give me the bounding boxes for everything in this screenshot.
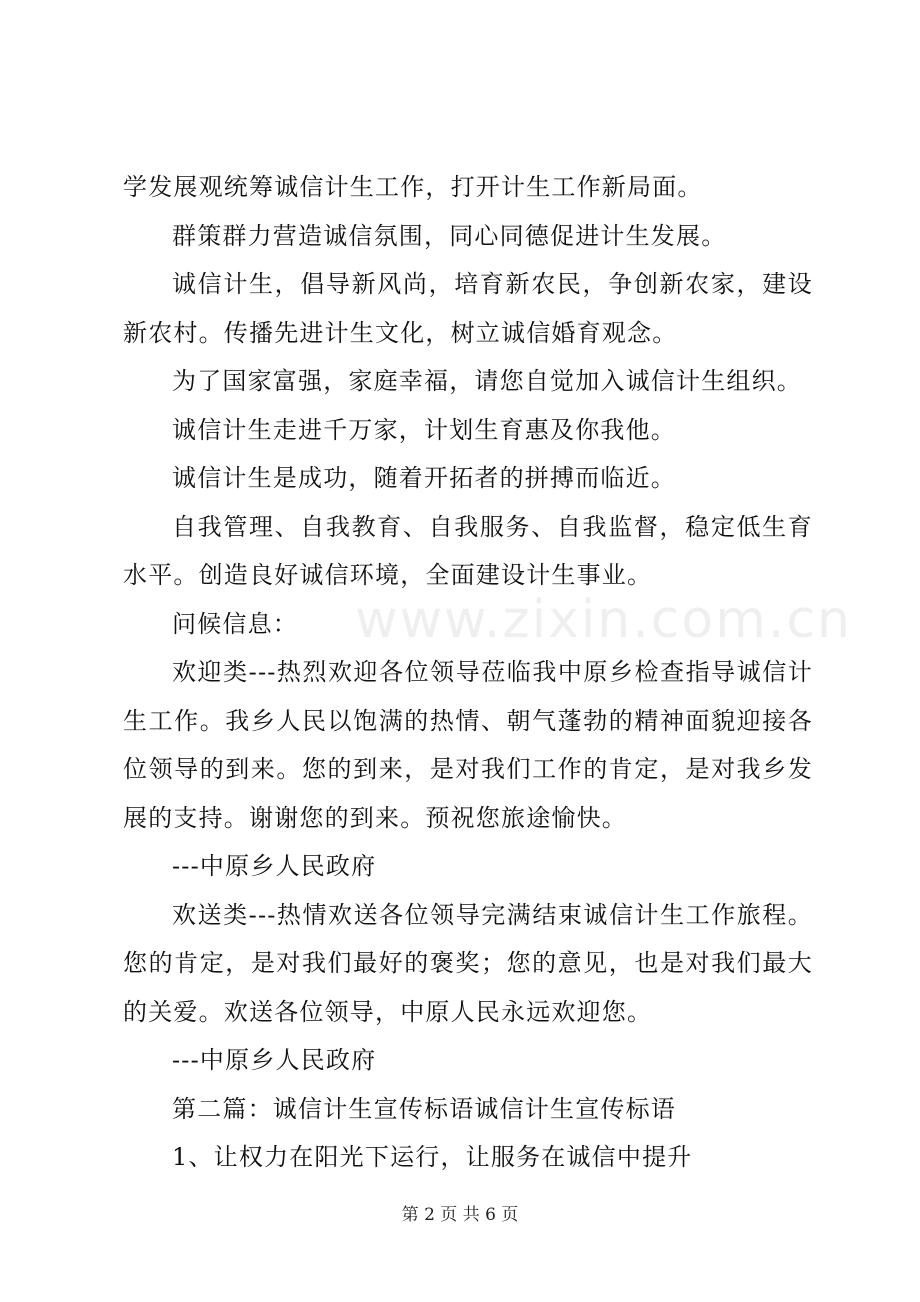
paragraph: 诚信计生走进千万家，计划生育惠及你我他。	[172, 415, 676, 444]
paragraph: 诚信计生，倡导新风尚，培育新农民，争创新农家，建设新农村。传播先进计生文化，树立诚信婚育观念。	[123, 270, 813, 347]
watermark: www.zixin.com.cn	[355, 590, 852, 650]
page-number-footer: 第 2 页 共 6 页	[401, 1205, 519, 1225]
document-body	[123, 163, 813, 1182]
paragraph: 为了国家富强，家庭幸福，请您自觉加入诚信计生组织。	[172, 367, 802, 395]
section-label: 问候信息：	[172, 609, 298, 638]
signature-line: ---中原乡人民政府	[172, 852, 377, 880]
paragraph: 学发展观统筹诚信计生工作，打开计生工作新局面。	[123, 173, 703, 201]
paragraph: 诚信计生是成功，随着开拓者的拼搏而临近。	[172, 464, 676, 492]
chapter-heading: 第二篇：诚信计生宣传标语诚信计生宣传标语	[172, 1094, 676, 1123]
list-item: 1、让权力在阳光下运行，让服务在诚信中提升	[172, 1143, 693, 1171]
paragraph: 欢迎类---热烈欢迎各位领导莅临我中原乡检查指导诚信计生工作。我乡人民以饱满的热情、朝气蓬勃的精神面貌迎接各位领导的到来。您的到来，是对我们工作的肯定，是对我乡发展的支持。谢谢您的到来。预祝您旅途愉快。	[123, 658, 813, 832]
paragraph: 群策群力营造诚信氛围，同心同德促进计生发展。	[172, 221, 727, 250]
paragraph: 自我管理、自我教育、自我服务、自我监督，稳定低生育水平。创造良好诚信环境，全面建设计生事业。	[123, 512, 813, 589]
paragraph: 欢送类---热情欢送各位领导完满结束诚信计生工作旅程。您的肯定，是对我们最好的褒奖；您的意见，也是对我们最大的关爱。欢送各位领导，中原人民永远欢迎您。	[123, 900, 813, 1026]
signature-line: ---中原乡人民政府	[172, 1046, 377, 1074]
